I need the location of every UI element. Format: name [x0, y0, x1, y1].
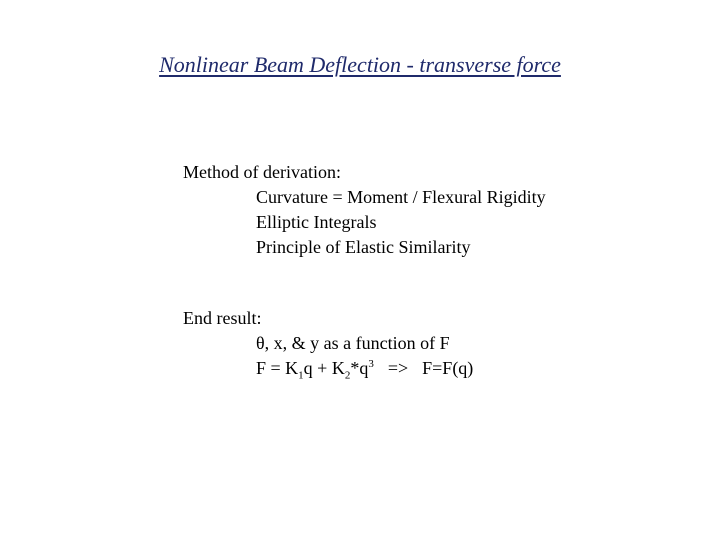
equation-arrow: => — [387, 358, 409, 378]
slide-title: Nonlinear Beam Deflection - transverse force — [159, 52, 561, 77]
k1-subscript: 1 — [298, 369, 304, 382]
derivation-item-elliptic-integrals: Elliptic Integrals — [256, 212, 377, 232]
equation-term1: q + K — [303, 358, 345, 378]
force-equation — [183, 356, 473, 381]
equation-rhs: F=F(q) — [422, 358, 474, 378]
k2-subscript: 2 — [344, 369, 351, 382]
result-section — [183, 306, 473, 381]
result-line-function-of-f: θ, x, & y as a function of F — [256, 333, 450, 353]
equation-lhs: F = K — [256, 358, 299, 378]
q-superscript: 3 — [368, 358, 374, 370]
derivation-item-curvature: Curvature = Moment / Flexural Rigidity — [256, 187, 546, 207]
derivation-item-elastic-similarity: Principle of Elastic Similarity — [256, 237, 471, 257]
result-heading: End result: — [183, 308, 262, 328]
derivation-heading: Method of derivation: — [183, 162, 341, 182]
derivation-section — [183, 160, 546, 260]
equation-term2: *q — [350, 358, 369, 378]
